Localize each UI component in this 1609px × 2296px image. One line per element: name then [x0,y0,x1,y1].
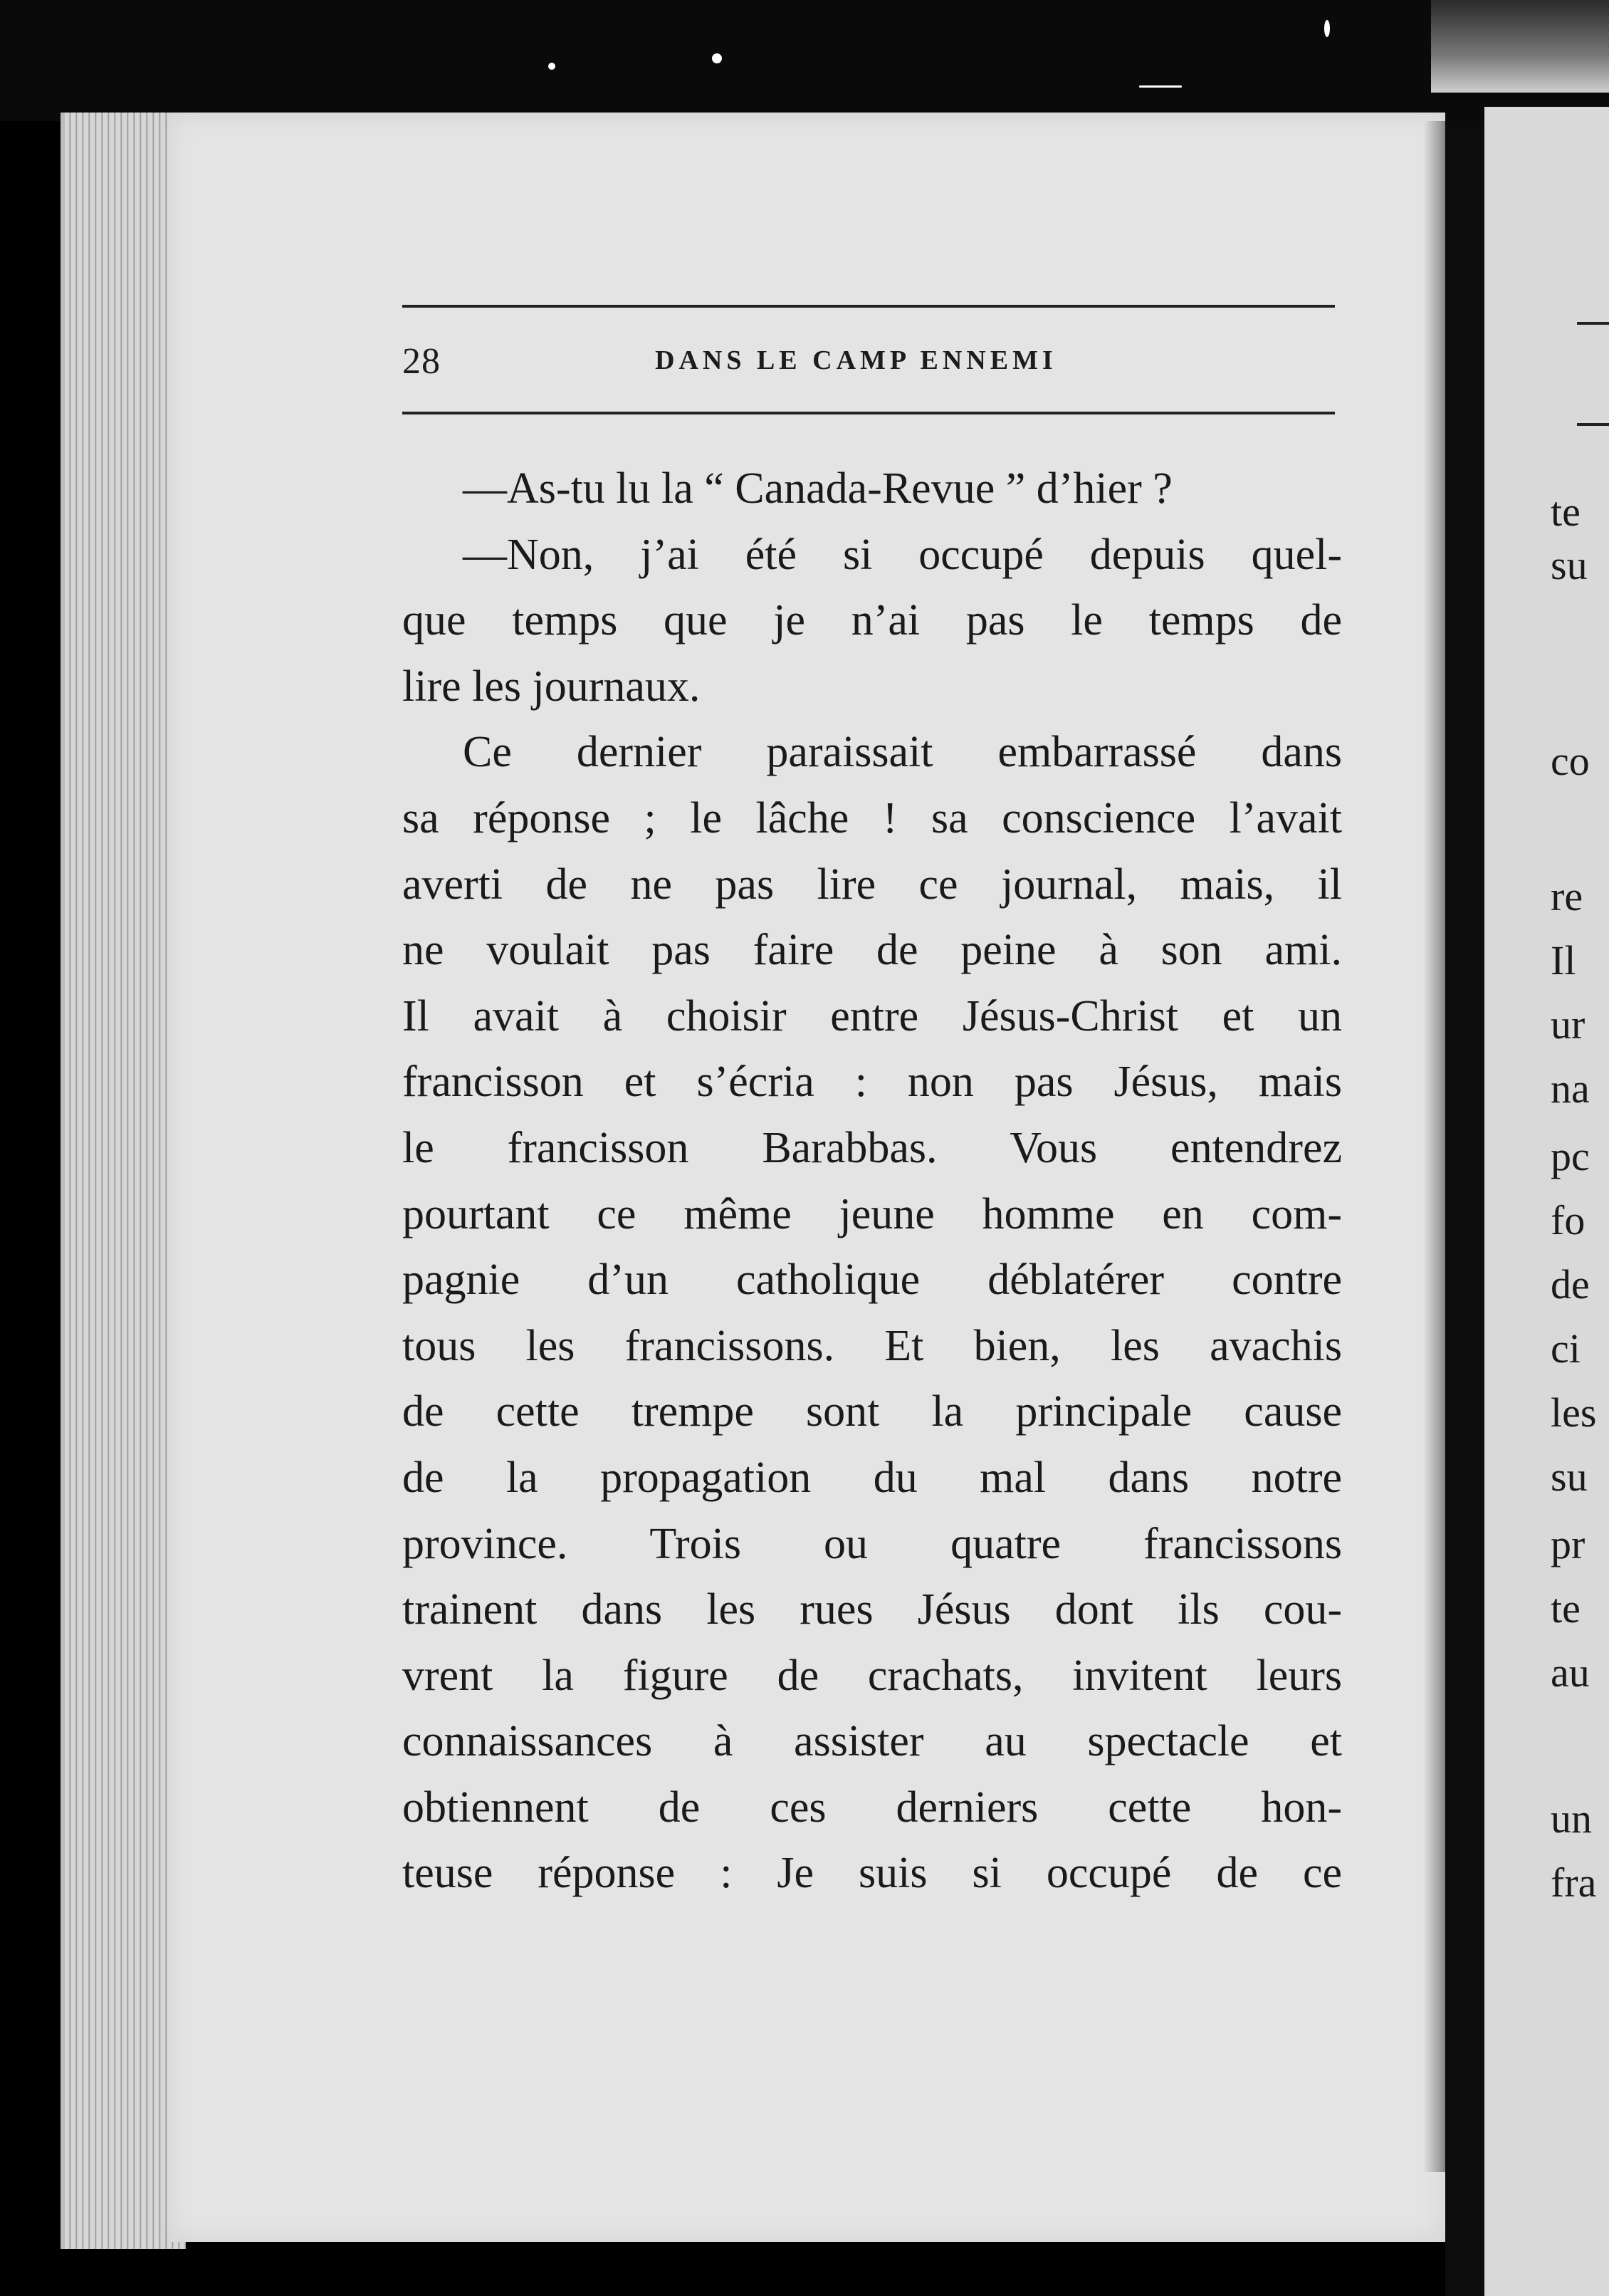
facing-page-fragment: pr [1551,1521,1586,1567]
facing-page-rule-bottom [1577,423,1609,426]
scan-speck [1139,85,1182,88]
body-text [402,456,1342,1906]
facing-page-fragment: Il [1551,937,1576,983]
page-number: 28 [402,341,441,382]
text-line: sa réponse ; le lâche ! sa conscience l’avait [402,793,1342,842]
book-title: DANS LE CAMP ENNEMI [655,345,1057,375]
facing-page-fragment: ci [1551,1325,1581,1372]
text-line: trainent dans les rues Jésus dont ils cou- [402,1585,1342,1634]
header-rule-bottom [402,412,1335,414]
text-line: lire les journaux. [402,662,701,711]
scan-speck [712,53,722,63]
text-line: tous les francissons. Et bien, les avachis [402,1321,1342,1370]
facing-page-fragment: fra [1551,1859,1597,1906]
book-gutter [1445,121,1484,2296]
facing-page-fragment: re [1551,873,1583,919]
facing-page-rule-top [1577,322,1609,325]
text-line: Il avait à choisir entre Jésus-Christ et un [402,991,1342,1040]
header-rule-top [402,305,1335,308]
scan-speck [548,63,555,70]
text-line: de cette trempe sont la principale cause [402,1387,1342,1436]
text-line: ne voulait pas faire de peine à son ami. [402,926,1342,975]
facing-page-fragment: un [1551,1795,1592,1842]
text-line: —Non, j’ai été si occupé depuis quel- [463,530,1342,579]
scanner-background [0,0,1609,121]
text-line: le francisson Barabbas. Vous entendrez [402,1123,1342,1172]
text-line: province. Trois ou quatre francissons [402,1519,1342,1568]
facing-page-fragment: te [1551,1585,1581,1632]
text-line: —As-tu lu la “ Canada-Revue ” d’hier ? [463,464,1173,513]
facing-page-fragment: de [1551,1261,1590,1308]
facing-page-fragment: les [1551,1389,1597,1436]
text-line: connaissances à assister au spectacle et [402,1717,1342,1766]
text-line: pourtant ce même jeune homme en com- [402,1189,1342,1238]
facing-page-top-edge [1431,0,1609,93]
text-line: averti de ne pas lire ce journal, mais, il [402,860,1342,909]
text-line: obtiennent de ces derniers cette hon- [402,1783,1342,1832]
scan-speck [1324,20,1330,37]
facing-page-fragment: co [1551,738,1590,784]
facing-page-fragment: fo [1551,1197,1586,1243]
text-line: Ce dernier paraissait embarrassé dans [463,728,1342,777]
facing-page-fragment: au [1551,1649,1590,1696]
text-line: vrent la figure de crachats, invitent leurs [402,1651,1342,1700]
text-line: que temps que je n’ai pas le temps de [402,596,1342,645]
facing-page-fragment: su [1551,1454,1588,1500]
facing-page-fragment: ur [1551,1001,1586,1048]
facing-page [1484,107,1609,2296]
text-line: pagnie d’un catholique déblatérer contre [402,1256,1342,1305]
facing-page-fragment: na [1551,1065,1590,1112]
facing-page-fragment: su [1551,542,1588,588]
running-head [402,340,1335,383]
facing-page-fragment: te [1551,489,1581,535]
text-line: francisson et s’écria : non pas Jésus, mais [402,1058,1342,1107]
text-line: teuse réponse : Je suis si occupé de ce [402,1849,1342,1898]
facing-page-fragment: pc [1551,1133,1590,1179]
text-line: de la propagation du mal dans notre [402,1453,1342,1502]
